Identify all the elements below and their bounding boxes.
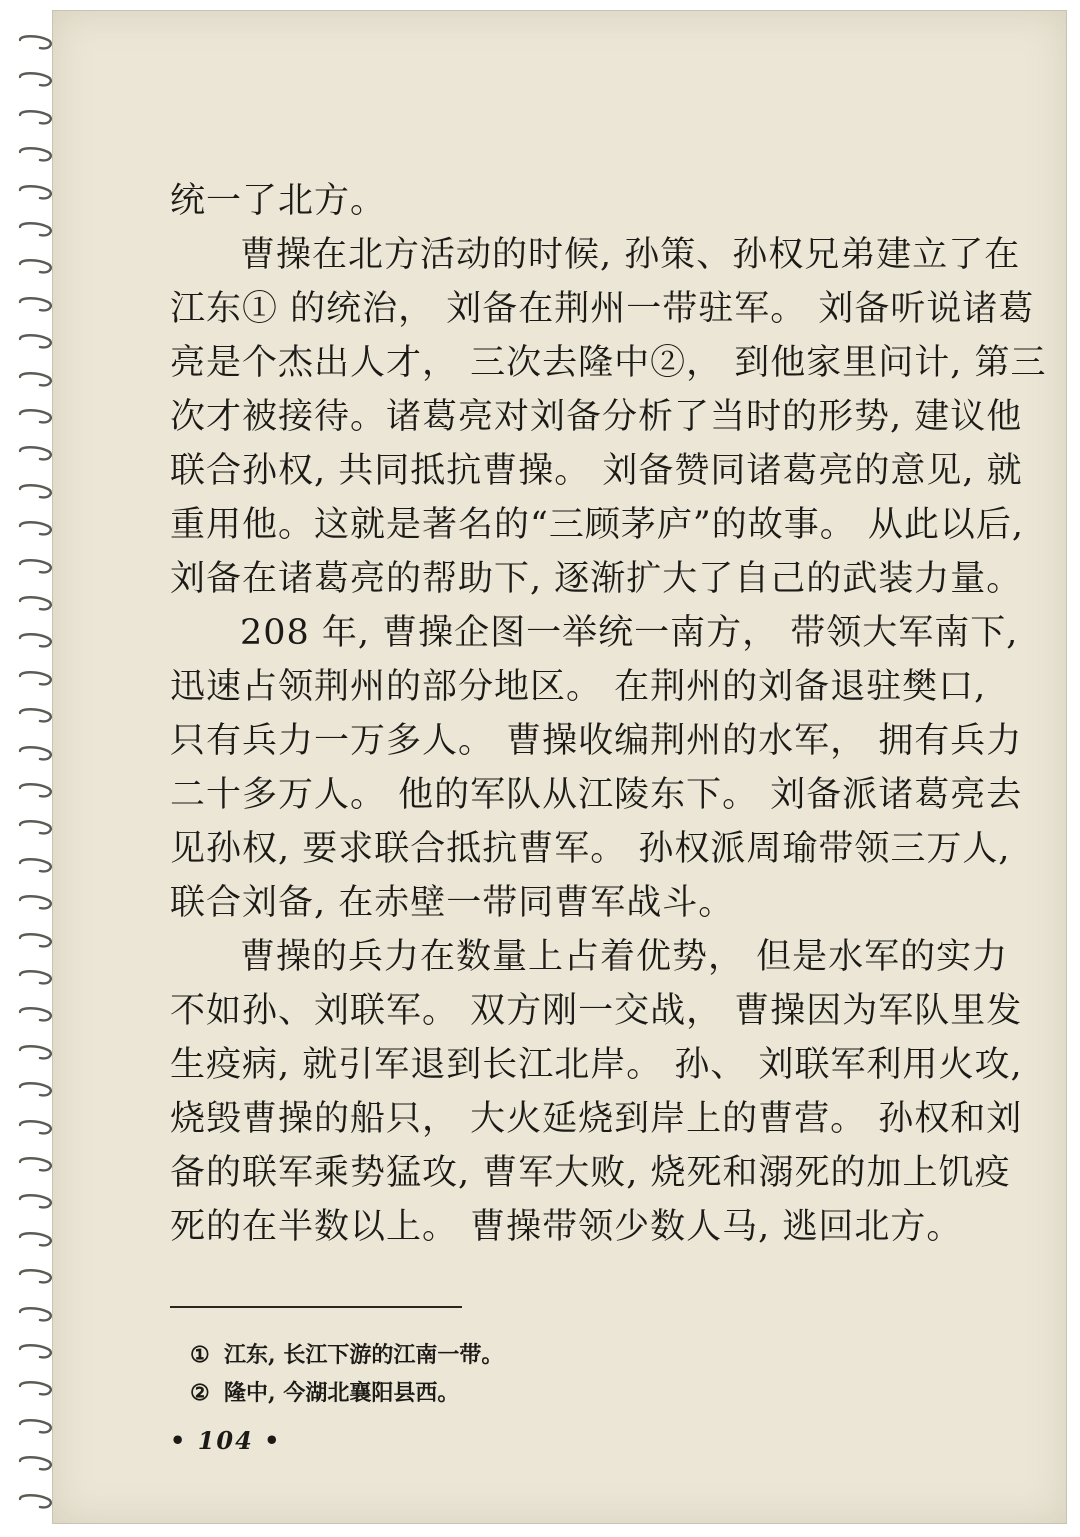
binding-ring-icon xyxy=(18,969,54,987)
text-line: 曹操的兵力在数量上占着优势， 但是水军的实力 xyxy=(240,937,1009,977)
binding-ring-icon xyxy=(18,1006,54,1024)
footnote-mark: ① xyxy=(190,1342,210,1368)
binding-ring-icon xyxy=(18,707,54,725)
binding-ring-icon xyxy=(18,1044,54,1062)
binding-ring-icon xyxy=(18,558,54,576)
binding-ring-icon xyxy=(18,595,54,613)
text-line: 统一了北方。 xyxy=(170,181,387,221)
binding-ring-icon xyxy=(18,221,54,239)
footnote-mark: ② xyxy=(190,1380,210,1406)
binding-ring-icon xyxy=(18,296,54,314)
binding-ring-icon xyxy=(18,1306,54,1324)
text-line: 次才被接待。诸葛亮对刘备分析了当时的形势, 建议他 xyxy=(170,397,1023,437)
binding-ring-icon xyxy=(18,932,54,950)
binding-ring-icon xyxy=(18,445,54,463)
binding-ring-icon xyxy=(18,819,54,837)
page-number: • 104 • xyxy=(170,1426,282,1455)
binding-ring-icon xyxy=(18,333,54,351)
binding-ring-icon xyxy=(18,258,54,276)
binding-ring-icon xyxy=(18,483,54,501)
binding-ring-icon xyxy=(18,146,54,164)
binding-ring-icon xyxy=(18,894,54,912)
text-line: 不如孙、刘联军。 双方刚一交战， 曹操因为军队里发 xyxy=(170,991,1023,1031)
text-line: 见孙权, 要求联合抵抗曹军。 孙权派周瑜带领三万人, xyxy=(170,829,1011,869)
text-line: 备的联军乘势猛攻, 曹军大败, 烧死和溺死的加上饥疫 xyxy=(170,1153,1011,1193)
footnote-rule xyxy=(170,1306,462,1308)
binding-ring-icon xyxy=(18,670,54,688)
text-line: 曹操在北方活动的时候, 孙策、孙权兄弟建立了在 xyxy=(240,235,1021,275)
text-line: 208 年, 曹操企图一举统一南方， 带领大军南下, xyxy=(240,613,1019,653)
binding-ring-icon xyxy=(18,1268,54,1286)
binding-ring-icon xyxy=(18,1231,54,1249)
body-text xyxy=(170,174,1047,1254)
text-line: 联合孙权, 共同抵抗曹操。 刘备赞同诸葛亮的意见, 就 xyxy=(170,451,1023,491)
binding-ring-icon xyxy=(18,1455,54,1473)
binding-ring-icon xyxy=(18,371,54,389)
text-line: 烧毁曹操的船只， 大火延烧到岸上的曹营。 孙权和刘 xyxy=(170,1099,1023,1139)
binding-ring-icon xyxy=(18,1493,54,1511)
binding-ring-icon xyxy=(18,1081,54,1099)
text-line: 生疫病, 就引军退到长江北岸。 孙、 刘联军利用火攻, xyxy=(170,1045,1023,1085)
binding-ring-icon xyxy=(18,520,54,538)
binding-ring-icon xyxy=(18,184,54,202)
text-line: 重用他。这就是著名的“三顾茅庐”的故事。 从此以后, xyxy=(170,505,1025,545)
binding-ring-icon xyxy=(18,1156,54,1174)
footnote-2 xyxy=(190,1374,503,1412)
text-line: 二十多万人。 他的军队从江陵东下。 刘备派诸葛亮去 xyxy=(170,775,1023,815)
binding-ring-icon xyxy=(18,34,54,52)
footnote-text: 隆中, 今湖北襄阳县西。 xyxy=(224,1380,460,1406)
binding-ring-icon xyxy=(18,745,54,763)
binding-ring-icon xyxy=(18,71,54,89)
binding-ring-icon xyxy=(18,109,54,127)
text-line: 江东① 的统治， 刘备在荆州一带驻军。 刘备听说诸葛 xyxy=(170,289,1035,329)
binding-ring-icon xyxy=(18,1119,54,1137)
footnote-text: 江东, 长江下游的江南一带。 xyxy=(224,1342,504,1368)
binding-ring-icon xyxy=(18,1343,54,1361)
binding-ring-icon xyxy=(18,857,54,875)
text-line: 死的在半数以上。 曹操带领少数人马, 逃回北方。 xyxy=(170,1207,963,1247)
text-line: 联合刘备, 在赤壁一带同曹军战斗。 xyxy=(170,883,735,923)
text-line: 亮是个杰出人才， 三次去隆中②， 到他家里问计, 第三 xyxy=(170,343,1047,383)
binding-ring-icon xyxy=(18,1418,54,1436)
binding-ring-icon xyxy=(18,408,54,426)
binding-ring-icon xyxy=(18,1380,54,1398)
text-line: 迅速占领荆州的部分地区。 在荆州的刘备退驻樊口, xyxy=(170,667,987,707)
text-line: 只有兵力一万多人。 曹操收编荆州的水军， 拥有兵力 xyxy=(170,721,1023,761)
binding-ring-icon xyxy=(18,632,54,650)
text-line: 刘备在诸葛亮的帮助下, 逐渐扩大了自己的武装力量。 xyxy=(170,559,1023,599)
binding-ring-icon xyxy=(18,782,54,800)
footnote-1 xyxy=(190,1336,503,1374)
spiral-binding xyxy=(0,0,60,1537)
footnotes xyxy=(190,1336,503,1412)
binding-ring-icon xyxy=(18,1193,54,1211)
